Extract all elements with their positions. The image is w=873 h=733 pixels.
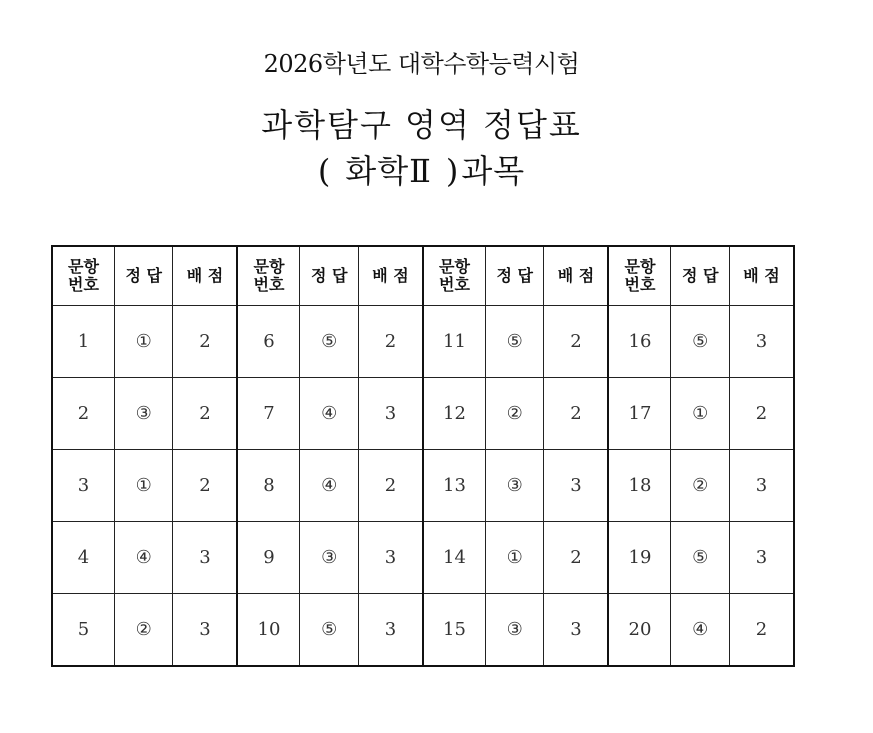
header-answer: 정 답 <box>115 246 173 306</box>
answer-cell: ③ <box>115 378 173 450</box>
points-cell: 2 <box>173 306 238 378</box>
header-question-number-line1: 문항 <box>439 257 470 276</box>
question-number-cell: 15 <box>423 594 486 667</box>
question-number-cell: 10 <box>237 594 300 667</box>
question-number-cell: 8 <box>237 450 300 522</box>
subject-name: 화학Ⅱ <box>345 152 432 190</box>
answer-cell: ① <box>671 378 729 450</box>
points-cell: 2 <box>729 378 794 450</box>
header-question-number-line2: 번호 <box>253 275 285 294</box>
question-number-cell: 16 <box>608 306 671 378</box>
points-cell: 2 <box>358 450 423 522</box>
answer-cell: ② <box>671 450 729 522</box>
header-answer: 정 답 <box>671 246 729 306</box>
header-question-number-line1: 문항 <box>68 257 99 276</box>
answer-cell: ④ <box>300 378 358 450</box>
header-question-number <box>608 246 671 306</box>
question-number-cell: 7 <box>237 378 300 450</box>
header-question-number <box>423 246 486 306</box>
table-header-row <box>52 246 794 306</box>
points-cell: 3 <box>544 594 609 667</box>
answer-sheet-title: 과학탐구 영역 정답표 <box>261 106 582 144</box>
points-cell: 2 <box>544 306 609 378</box>
answer-cell: ⑤ <box>671 522 729 594</box>
question-number-cell: 3 <box>52 450 115 522</box>
points-cell: 2 <box>729 594 794 667</box>
header-points: 배 점 <box>729 246 794 306</box>
answer-cell: ① <box>115 306 173 378</box>
points-cell: 3 <box>544 450 609 522</box>
question-number-cell: 11 <box>423 306 486 378</box>
points-cell: 3 <box>358 378 423 450</box>
points-cell: 3 <box>358 594 423 667</box>
answer-cell: ③ <box>300 522 358 594</box>
question-number-cell: 9 <box>237 522 300 594</box>
answer-table <box>51 245 795 667</box>
answer-cell: ⑤ <box>485 306 543 378</box>
answer-cell: ④ <box>115 522 173 594</box>
question-number-cell: 18 <box>608 450 671 522</box>
exam-year-title: 2026학년도 대학수학능력시험 <box>263 50 580 78</box>
answer-cell: ③ <box>485 594 543 667</box>
answer-cell: ④ <box>300 450 358 522</box>
header-answer: 정 답 <box>300 246 358 306</box>
points-cell: 3 <box>358 522 423 594</box>
points-cell: 3 <box>173 594 238 667</box>
header-question-number-line2: 번호 <box>439 275 470 294</box>
table-row <box>52 594 794 667</box>
header-question-number-line1: 문항 <box>253 257 285 276</box>
header-points: 배 점 <box>544 246 609 306</box>
points-cell: 2 <box>358 306 423 378</box>
question-number-cell: 19 <box>608 522 671 594</box>
table-row <box>52 306 794 378</box>
question-number-cell: 17 <box>608 378 671 450</box>
header-question-number-line1: 문항 <box>624 257 656 276</box>
answer-cell: ⑤ <box>300 306 358 378</box>
answer-cell: ② <box>485 378 543 450</box>
answer-cell: ⑤ <box>671 306 729 378</box>
answer-cell: ③ <box>485 450 543 522</box>
points-cell: 2 <box>544 522 609 594</box>
points-cell: 3 <box>173 522 238 594</box>
table-row <box>52 450 794 522</box>
points-cell: 2 <box>173 378 238 450</box>
header-answer: 정 답 <box>485 246 543 306</box>
question-number-cell: 12 <box>423 378 486 450</box>
question-number-cell: 13 <box>423 450 486 522</box>
points-cell: 2 <box>544 378 609 450</box>
header-question-number <box>237 246 300 306</box>
answer-cell: ① <box>485 522 543 594</box>
table-row <box>52 378 794 450</box>
question-number-cell: 5 <box>52 594 115 667</box>
header-question-number-line2: 번호 <box>68 275 99 294</box>
subject-paren-open: ( <box>317 152 332 190</box>
question-number-cell: 6 <box>237 306 300 378</box>
answer-cell: ① <box>115 450 173 522</box>
question-number-cell: 4 <box>52 522 115 594</box>
subject-line <box>0 146 843 192</box>
answer-cell: ② <box>115 594 173 667</box>
question-number-cell: 14 <box>423 522 486 594</box>
header-question-number <box>52 246 115 306</box>
points-cell: 3 <box>729 450 794 522</box>
table-row <box>52 522 794 594</box>
subject-paren-close: ) <box>445 152 460 190</box>
points-cell: 3 <box>729 306 794 378</box>
header-question-number-line2: 번호 <box>624 275 656 294</box>
points-cell: 2 <box>173 450 238 522</box>
header-points: 배 점 <box>173 246 238 306</box>
question-number-cell: 2 <box>52 378 115 450</box>
question-number-cell: 20 <box>608 594 671 667</box>
points-cell: 3 <box>729 522 794 594</box>
answer-cell: ⑤ <box>300 594 358 667</box>
header-points: 배 점 <box>358 246 423 306</box>
subject-suffix: 과목 <box>461 152 526 190</box>
question-number-cell: 1 <box>52 306 115 378</box>
answer-cell: ④ <box>671 594 729 667</box>
